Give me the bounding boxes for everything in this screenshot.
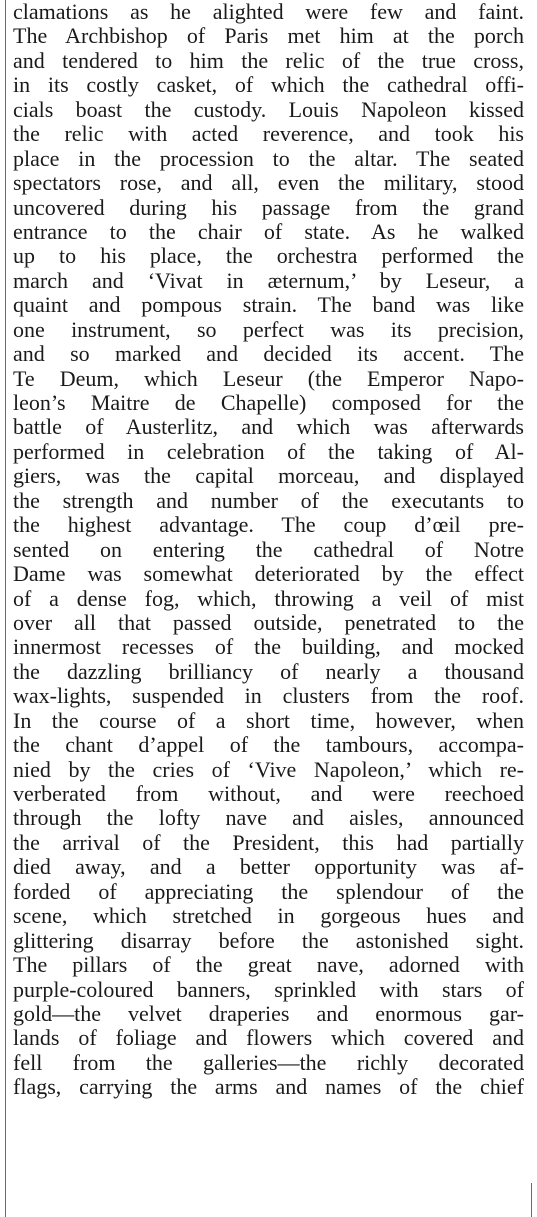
text-line: through the lofty nave and aisles, announced <box>13 806 524 831</box>
column-rule-left <box>5 0 6 1217</box>
text-line: one instrument, so perfect was its precision, <box>13 317 524 342</box>
text-line: forded of appreciating the splendour of the <box>13 879 524 904</box>
text-line: clamations as he alighted were few and faint. <box>13 0 524 24</box>
text-line: the strength and number of the executants to <box>13 488 524 513</box>
article-column <box>13 0 524 1100</box>
text-line: leon’s Maitre de Chapelle) composed for the <box>13 391 524 415</box>
text-line: the dazzling brilliancy of nearly a thousand <box>13 659 524 684</box>
text-line: spectators rose, and all, even the military, stood <box>13 171 524 196</box>
text-line: up to his place, the orchestra performed the <box>13 244 524 269</box>
text-line: glittering disarray before the astonished sight. <box>13 928 524 953</box>
text-line: and so marked and decided its accent. The <box>13 342 524 367</box>
column-rule-right <box>531 1183 532 1217</box>
text-line: over all that passed outside, penetrated to the <box>13 610 524 635</box>
text-line: The pillars of the great nave, adorned with <box>13 953 524 978</box>
text-line: battle of Austerlitz, and which was afterwards <box>13 415 524 440</box>
text-line: the highest advantage. The coup d’œil pre- <box>13 513 524 538</box>
text-line: giers, was the capital morceau, and displayed <box>13 464 524 489</box>
text-line: wax-lights, suspended in clusters from the roof. <box>13 684 524 709</box>
text-line: the chant d’appel of the tambours, accompa- <box>13 733 524 758</box>
text-line: uncovered during his passage from the grand <box>13 195 524 220</box>
text-line: the arrival of the President, this had partially <box>13 830 524 855</box>
text-line: The Archbishop of Paris met him at the porch <box>13 24 524 49</box>
text-line: performed in celebration of the taking of Al- <box>13 439 524 464</box>
text-line: of a dense fog, which, throwing a veil of mist <box>13 586 524 611</box>
text-line: lands of foliage and flowers which covered and <box>13 1026 524 1051</box>
text-line: place in the procession to the altar. The seated <box>13 146 524 171</box>
text-line: gold—the velvet draperies and enormous gar- <box>13 1001 524 1026</box>
text-line: purple-coloured banners, sprinkled with stars of <box>13 977 524 1002</box>
text-line: died away, and a better opportunity was af- <box>13 855 524 880</box>
text-line: flags, carrying the arms and names of the chief <box>13 1075 524 1100</box>
text-line: fell from the galleries—the richly decorated <box>13 1050 524 1075</box>
text-line: quaint and pompous strain. The band was like <box>13 293 524 318</box>
text-line: cials boast the custody. Louis Napoleon kissed <box>13 97 524 122</box>
text-line: Te Deum, which Leseur (the Emperor Napo- <box>13 366 524 391</box>
text-line: in its costly casket, of which the cathedral offi- <box>13 73 524 98</box>
text-line: nied by the cries of ‘Vive Napoleon,’ which re- <box>13 757 524 782</box>
text-line: the relic with acted reverence, and took his <box>13 122 524 147</box>
text-line: march and ‘Vivat in æternum,’ by Leseur, a <box>13 268 524 293</box>
text-line: sented on entering the cathedral of Notre <box>13 537 524 562</box>
text-line: scene, which stretched in gorgeous hues and <box>13 904 524 929</box>
text-line: verberated from without, and were reechoed <box>13 782 524 806</box>
text-line: innermost recesses of the building, and mocked <box>13 635 524 660</box>
text-line: and tendered to him the relic of the true cross, <box>13 48 524 73</box>
text-line: entrance to the chair of state. As he walked <box>13 219 524 244</box>
text-line: Dame was somewhat deteriorated by the effect <box>13 562 524 587</box>
text-line: In the course of a short time, however, when <box>13 708 524 733</box>
